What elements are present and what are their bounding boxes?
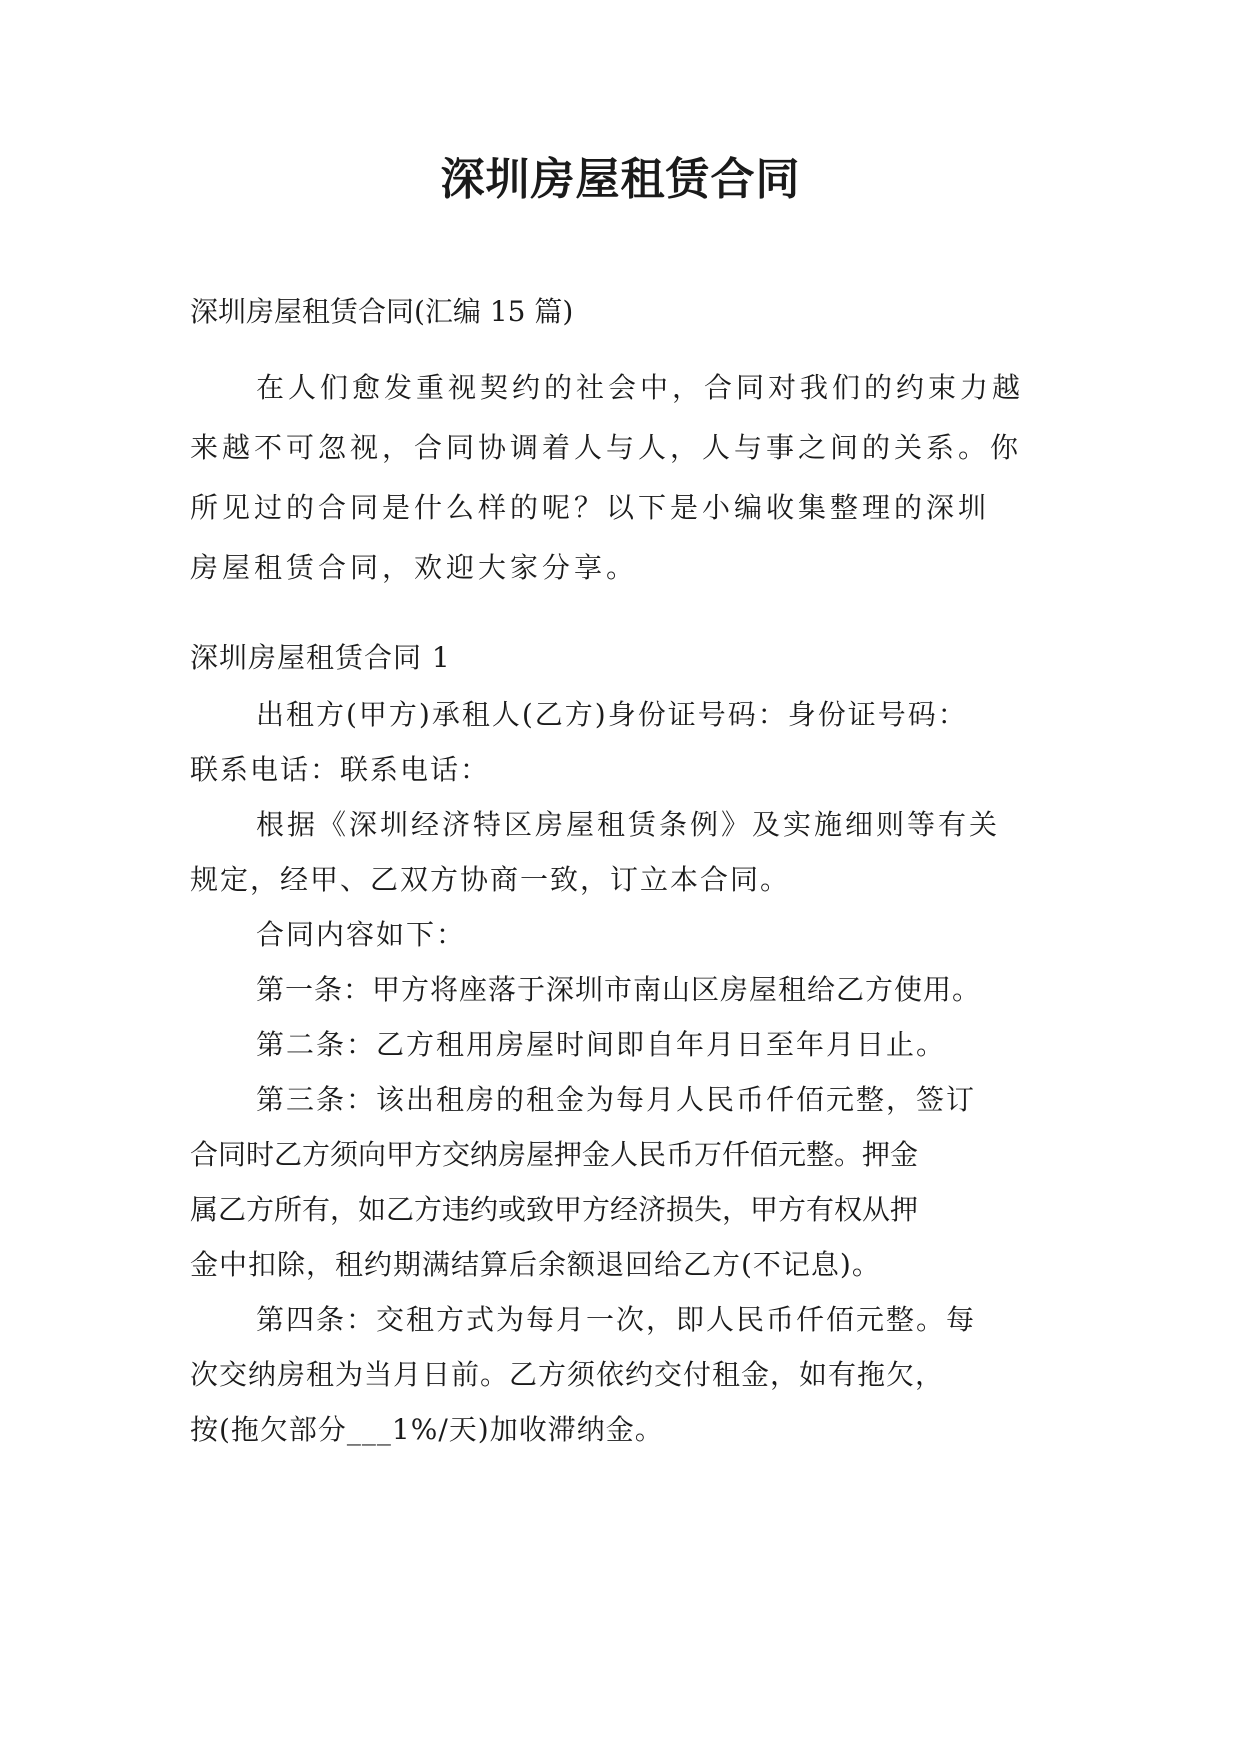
body-line: 第一条：甲方将座落于深圳市南山区房屋租给乙方使用。 [256, 973, 982, 1006]
body-line: 联系电话：联系电话： [190, 753, 491, 786]
body-line: 规定，经甲、乙双方协商一致，订立本合同。 [190, 863, 791, 896]
section-heading: 深圳房屋租赁合同 1 [190, 641, 451, 674]
intro-line: 在人们愈发重视契约的社会中，合同对我们的约束力越 [256, 371, 1025, 404]
body-line: 出租方(甲方)承租人(乙方)身份证号码：身份证号码： [256, 698, 968, 731]
body-line: 合同内容如下： [256, 918, 467, 951]
body-line: 根据《深圳经济特区房屋租赁条例》及实施细则等有关 [256, 808, 1001, 841]
body-line: 第三条：该出租房的租金为每月人民币仟佰元整，签订 [256, 1083, 977, 1116]
document-subtitle: 深圳房屋租赁合同(汇编 15 篇) [190, 295, 574, 328]
intro-line: 所见过的合同是什么样的呢？以下是小编收集整理的深圳 [190, 491, 991, 524]
body-line: 属乙方所有，如乙方违约或致甲方经济损失，甲方有权从押 [190, 1193, 919, 1226]
body-line: 第四条：交租方式为每月一次，即人民币仟佰元整。每 [256, 1303, 977, 1336]
intro-line: 房屋租赁合同，欢迎大家分享。 [190, 551, 639, 584]
body-line: 金中扣除，租约期满结算后余额退回给乙方(不记息)。 [190, 1248, 881, 1281]
body-line: 第二条：乙方租用房屋时间即自年月日至年月日止。 [256, 1028, 947, 1061]
document-title: 深圳房屋租赁合同 [440, 154, 801, 205]
intro-line: 来越不可忽视，合同协调着人与人，人与事之间的关系。你 [190, 431, 1023, 464]
body-line: 次交纳房租为当月日前。乙方须依约交付租金，如有拖欠， [190, 1358, 945, 1391]
body-line: 按(拖欠部分___1%/天)加收滞纳金。 [190, 1413, 664, 1446]
body-line: 合同时乙方须向甲方交纳房屋押金人民币万仟佰元整。押金 [190, 1138, 919, 1171]
